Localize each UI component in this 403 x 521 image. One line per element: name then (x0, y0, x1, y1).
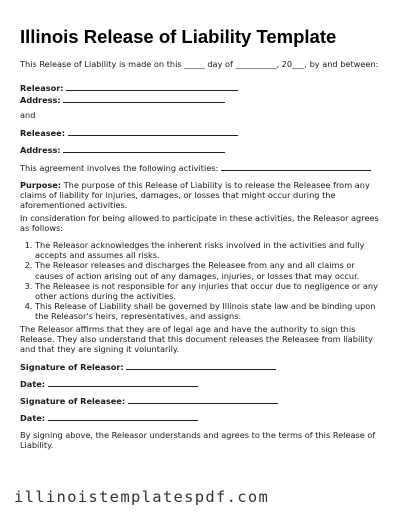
purpose-label: Purpose: (20, 180, 62, 190)
releasor-date-row (20, 378, 379, 389)
releasee-date-label: Date: (20, 413, 46, 423)
term-item: 2. The Releasor releases and discharges the Releasee from any and all claims or causes of action arising out of any damages, injuries, or losses that may occur. (35, 260, 381, 280)
purpose-paragraph: Purpose: The purpose of this Release of Liability is to release the Releasee from any claims of liability for injuries, damages, or losses that might occur during the aforementioned activities. (20, 180, 370, 211)
activities-field[interactable] (221, 162, 371, 171)
releasee-row (20, 127, 379, 138)
releasee-address-field[interactable] (63, 144, 225, 153)
releasee-date-field[interactable] (48, 412, 198, 421)
releasor-signature-field[interactable] (126, 361, 276, 370)
website-watermark: illinoistemplatespdf.com (14, 488, 270, 506)
releasor-address-field[interactable] (63, 94, 225, 103)
releasee-field[interactable] (68, 127, 238, 136)
releasor-address-label: Address: (20, 95, 61, 105)
releasee-address-row (20, 144, 379, 155)
releasee-label: Releasee: (20, 128, 65, 138)
and-text: and (20, 110, 36, 120)
releasee-signature-field[interactable] (128, 395, 278, 404)
intro-line: This Release of Liability is made on this _____ day of __________, 20___, by and between: (20, 59, 379, 69)
releasor-label: Releasor: (20, 83, 64, 93)
releasee-signature-label: Signature of Releasee: (20, 396, 126, 406)
term-item: 1. The Releasor acknowledges the inherent risks involved in the activities and fully accepts and assumes all risks. (35, 240, 381, 260)
releasor-date-field[interactable] (48, 378, 198, 387)
releasor-signature-label: Signature of Releasor: (20, 362, 124, 372)
releasor-field[interactable] (66, 82, 238, 91)
releasor-row (20, 82, 379, 93)
releasee-signature-row (20, 395, 379, 406)
releasee-date-row (20, 412, 379, 423)
consideration-paragraph: In consideration for being allowed to participate in these activities, the Releasor agrees as follows: (20, 213, 379, 234)
releasee-address-label: Address: (20, 145, 61, 155)
releasor-address-row (20, 94, 379, 105)
terms-list (20, 240, 381, 322)
term-item: 4. This Release of Liability shall be governed by Illinois state law and be binding upon the Releasor's heirs, representatives, and assigns. (35, 301, 381, 321)
activities-row: This agreement involves the following activities: (20, 162, 379, 173)
releasor-signature-row (20, 361, 379, 372)
closing-paragraph: By signing above, the Releasor understands and agrees to the terms of this Release of Liability. (20, 430, 376, 451)
month-blank[interactable]: __________ (235, 59, 277, 69)
document-title: Illinois Release of Liability Template (20, 26, 337, 47)
affirmation-paragraph: The Releasor affirms that they are of legal age and have the authority to sign this Release. They also understand that this document releases the Releasee from liability and that they are signing it voluntarily. (20, 324, 373, 355)
day-blank[interactable]: _____ (184, 59, 205, 69)
year-blank[interactable]: ___ (292, 59, 305, 69)
releasor-date-label: Date: (20, 379, 46, 389)
term-item: 3. The Releasee is not responsible for any injuries that occur due to negligence or any other actions during the activities. (35, 281, 381, 301)
